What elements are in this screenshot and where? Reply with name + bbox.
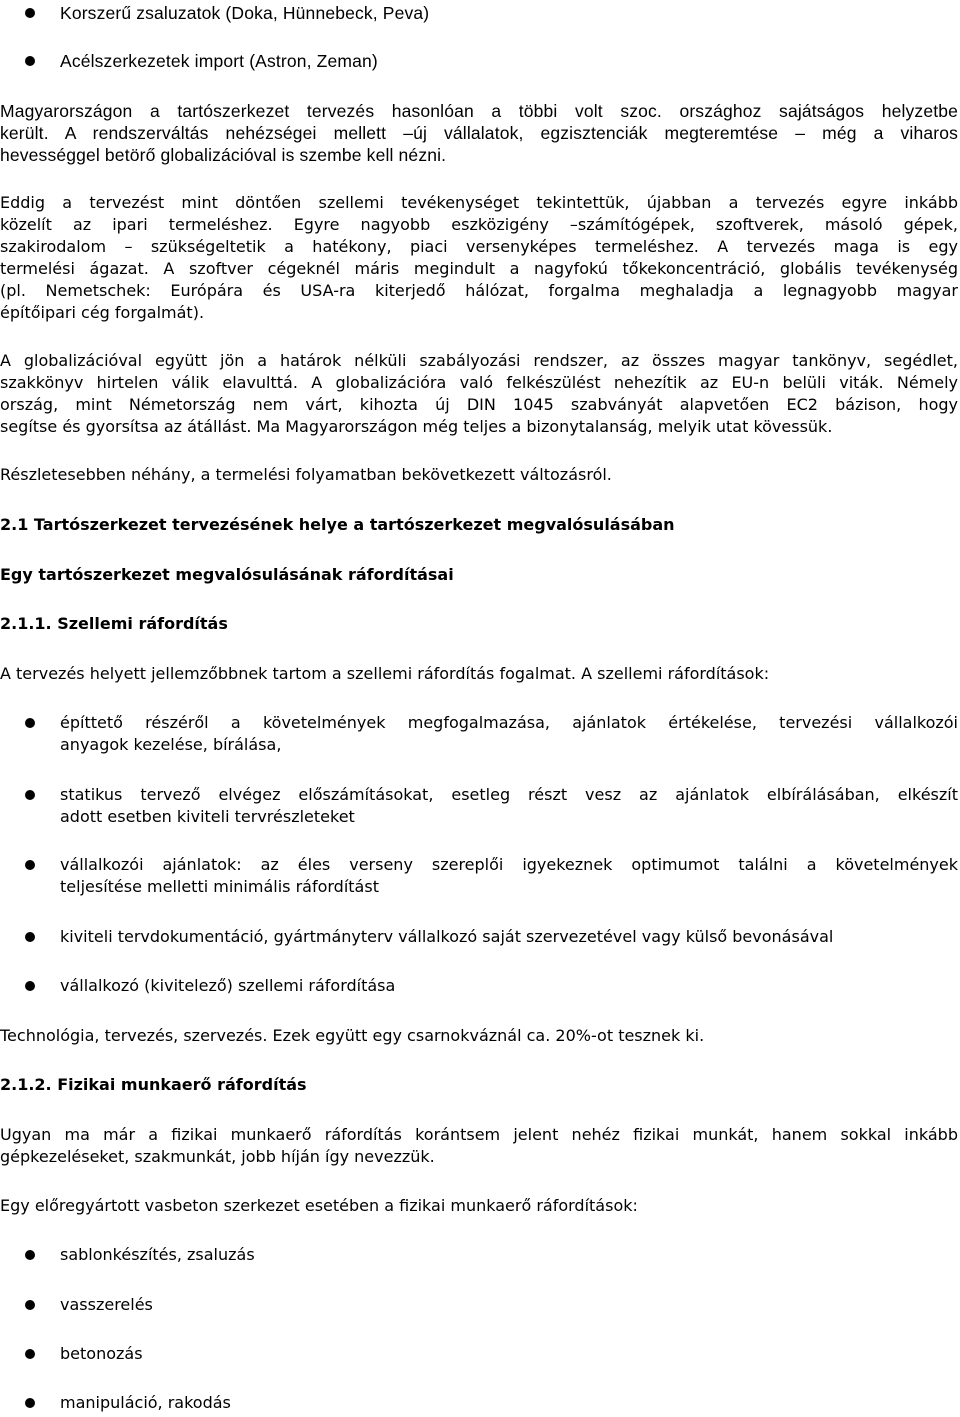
bullet-dot — [25, 932, 35, 942]
paragraph-line: Részletesebben néhány, a termelési folyamatban bekövetkezett változásról. — [0, 465, 612, 484]
paragraph-line: Technológia, tervezés, szervezés. Ezek együtt egy csarnokváznál ca. 20%-ot tesznek ki. — [0, 1026, 705, 1045]
section-heading: Egy tartószerkezet megvalósulásának ráfordításai — [0, 565, 454, 584]
bullet-dot — [25, 790, 35, 800]
bullet-dot — [25, 1300, 35, 1310]
paragraph-line: (pl. Nemetschek: Európára és USA-ra kiterjedő hálózat, forgalma meghaladja a legnagyobb magyar — [0, 281, 958, 300]
section-heading: 2.1 Tartószerkezet tervezésének helye a tartószerkezet megvalósulásában — [0, 515, 675, 534]
paragraph-line: segítse és gyorsítsa az átállást. Ma Magyarországon még teljes a bizonytalanság, melyik utat kövessük. — [0, 417, 833, 436]
bullet-item: betonozás — [60, 1344, 143, 1363]
intro-bullet-item: Korszerű zsaluzatok (Doka, Hünnebeck, Peva) — [60, 3, 430, 23]
paragraph-line: került. A rendszerváltás nehézségei mellett –új vállalatok, egzisztenciák megteremtése – még a viharos — [0, 123, 958, 143]
paragraph-line: Ugyan ma már a fizikai munkaerő ráfordítás korántsem jelent nehéz fizikai munkát, hanem sokkal inkább — [0, 1125, 958, 1144]
bullet-item-line: teljesítése melletti minimális ráfordítást — [60, 877, 379, 896]
bullet-item-line: vállalkozói ajánlatok: az éles verseny szereplői igyekeznek optimumot találni a követelmények — [60, 855, 958, 874]
bullet-item-line: adott esetben kiviteli tervrészleteket — [60, 807, 355, 826]
intro-bullet-item: Acélszerkezetek import (Astron, Zeman) — [60, 51, 378, 71]
paragraph-line: gépkezeléseket, szakmunkát, jobb híján így nevezzük. — [0, 1147, 435, 1166]
bullet-dot — [25, 718, 35, 728]
bullet-dot — [25, 981, 35, 991]
bullet-dot — [25, 1398, 35, 1408]
paragraph-line: szakkönyv hirtelen válik elavulttá. A globalizációra való felkészülést nehezítik az EU-n belüli viták. Némely — [0, 373, 958, 392]
bullet-item-line: építtető részéről a követelmények megfogalmazása, ajánlatok értékelése, tervezési vállalkozói — [60, 713, 958, 732]
paragraph-line: Magyarországon a tartószerkezet tervezés hasonlóan a többi volt szoc. országhoz sajátságos helyzetbe — [0, 101, 958, 121]
bullet-dot — [25, 860, 35, 870]
bullet-item-line: statikus tervező elvégez előszámításokat, esetleg részt vesz az ajánlatok elbírálásában, elkészít — [60, 785, 958, 804]
section-heading: 2.1.2. Fizikai munkaerő ráfordítás — [0, 1075, 307, 1094]
paragraph-line: Eddig a tervezést mint döntően szellemi tevékenységet tekintettük, újabban a tervezés egyre inkább — [0, 193, 958, 212]
paragraph-line: hevességgel betörő globalizációval is szembe kell nézni. — [0, 145, 447, 165]
paragraph-line: közelít az ipari termeléshez. Egyre nagyobb eszközigény –számítógépek, szoftverek, másoló gépek, — [0, 215, 958, 234]
bullet-dot — [25, 1250, 35, 1260]
bullet-dot — [25, 56, 35, 66]
bullet-item-line: vállalkozó (kivitelező) szellemi ráfordítása — [60, 976, 396, 995]
bullet-dot — [25, 8, 35, 18]
paragraph-line: termelési ágazat. A szoftver cégeknél máris megindult a nagyfokú tőkekoncentráció, globális tevékenység — [0, 259, 958, 278]
section-heading: 2.1.1. Szellemi ráfordítás — [0, 614, 228, 633]
paragraph-line: szakirodalom – szükségeltetik a hatékony, piaci versenyképes termeléshez. A tervezés maga is egy — [0, 237, 958, 256]
bullet-item: sablonkészítés, zsaluzás — [60, 1245, 255, 1264]
bullet-item-line: anyagok kezelése, bírálása, — [60, 735, 282, 754]
bullet-item: manipuláció, rakodás — [60, 1393, 231, 1412]
bullet-dot — [25, 1349, 35, 1359]
paragraph-line: A tervezés helyett jellemzőbbnek tartom a szellemi ráfordítás fogalmat. A szellemi ráfordítások: — [0, 664, 770, 683]
bullet-item-line: kiviteli tervdokumentáció, gyártmányterv vállalkozó saját szervezetével vagy külső bevonásával — [60, 927, 834, 946]
bullet-item: vasszerelés — [60, 1295, 153, 1314]
paragraph-line: ország, mint Németország nem várt, kihozta új DIN 1045 szabványát alapvetően EC2 bázison, hogy — [0, 395, 958, 414]
paragraph-line: Egy előregyártott vasbeton szerkezet esetében a fizikai munkaerő ráfordítások: — [0, 1196, 638, 1215]
paragraph-line: építőipari cég forgalmát). — [0, 303, 205, 322]
paragraph-line: A globalizációval együtt jön a határok nélküli szabályozási rendszer, az összes magyar tankönyv, segédlet, — [0, 351, 958, 370]
